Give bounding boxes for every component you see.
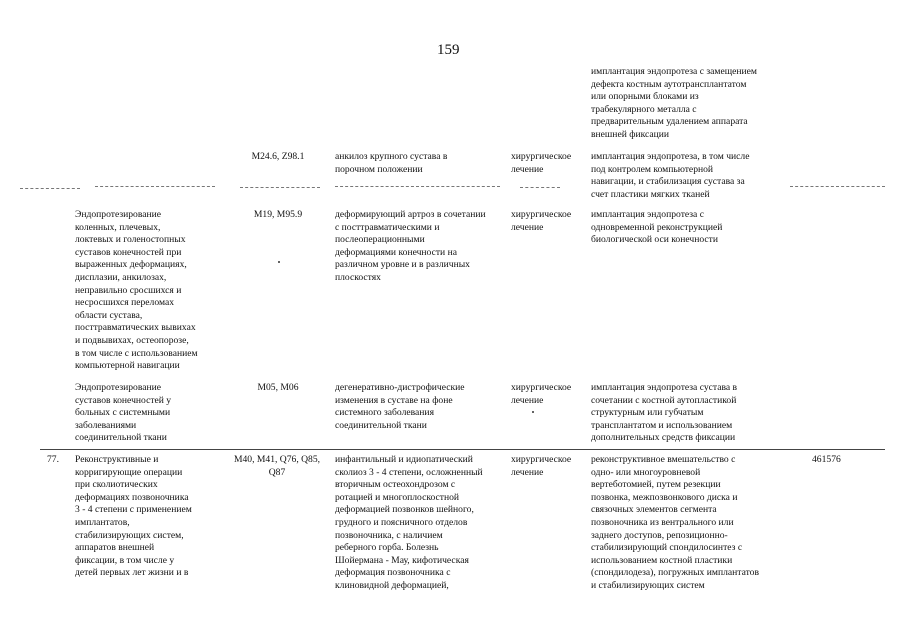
methods-cell: реконструктивное вмешательство с одно- или многоуровневой вертеботомией, путем резекции позвонка, межпозвонкового диска и связочных элементов сегмента позвоночника из вентрального или заднего доступов, репозиционно- стабилизирующий спондилосинтез с использованием костной пластики (спондилодеза), погружных имплантатов и стабилизирующих систем: [591, 454, 759, 591]
patient-model-cell: дегенеративно-дистрофические изменения в суставе на фоне системного заболевания соединительной ткани: [335, 382, 465, 431]
cost-cell: 461576: [812, 454, 841, 465]
procedure-name-cell: Реконструктивные и корригирующие операции при сколиотических деформациях позвоночника 3 - 4 степени с применением имплантатов, стабилизирующих систем, аппаратов внешней фиксации, в том числе у детей первых лет жизни и в: [75, 454, 192, 579]
patient-model-cell: инфантильный и идиопатический сколиоз 3 - 4 степени, осложненный вторичным остеохондрозом с ротацией и многоплоскостной деформацией позвонков шейного, грудного и поясничного отделов позвоночника, с наличием реберного горба. Болезнь Шойермана - Мау, кифотическая деформация позвоночника с клиновидной деформацией,: [335, 454, 483, 591]
methods-cell: имплантация эндопротеза с замещением дефекта костным аутотрансплантатом или опорными блоками из трабекулярного металла с предварительным удалением аппарата внешней фиксации: [591, 66, 757, 140]
procedure-name-cell: Эндопротезирование суставов конечностей у больных с системными заболеваниями соединительной ткани: [75, 382, 172, 444]
scan-artifact-line: [20, 188, 80, 189]
patient-model-cell: анкилоз крупного сустава в порочном положении: [335, 151, 448, 175]
procedure-name-cell: Эндопротезирование коленных, плечевых, локтевых и голеностопных суставов конечностей при выраженных деформациях, дисплазии, анкилозах, неправильно сросшихся и несросшихся переломах области сустава, посттравматических вывихах и подвывихах, остеопорозе, в том числе с использованием компьютерной навигации: [75, 209, 198, 372]
methods-cell: имплантация эндопротеза сустава в сочетании с костной аутопластикой структурным или губчатым трансплантатом и использованием дополнительных средств фиксации: [591, 382, 738, 444]
scan-speck: [278, 261, 280, 263]
scan-speck: [532, 411, 534, 413]
treatment-type-cell: хирургическое лечение: [511, 382, 572, 406]
scan-artifact-line: [520, 187, 560, 188]
scan-artifact-line: [790, 186, 885, 187]
icd-codes-cell: M19, M95.9: [253, 209, 303, 220]
treatment-type-cell: хирургическое лечение: [511, 151, 572, 175]
row-number-cell: 77.: [47, 454, 59, 465]
row-divider: [40, 449, 885, 450]
icd-codes-cell: M05, M06: [257, 382, 299, 393]
page-number: 159: [437, 42, 460, 58]
methods-cell: имплантация эндопротеза, в том числе под контролем компьютерной навигации, и стабилизация сустава за счет пластики мягких тканей: [591, 151, 750, 200]
scan-artifact-line: [95, 186, 215, 187]
icd-codes-cell: M40, M41, Q76, Q85, Q87: [233, 454, 321, 478]
treatment-type-cell: хирургическое лечение: [511, 454, 572, 478]
methods-cell: имплантация эндопротеза с одновременной реконструкцией биологической оси конечности: [591, 209, 723, 246]
icd-codes-cell: M24.6, Z98.1: [251, 151, 305, 162]
treatment-type-cell: хирургическое лечение: [511, 209, 572, 233]
scan-artifact-line: [335, 186, 500, 187]
patient-model-cell: деформирующий артроз в сочетании с посттравматическими и послеоперационными деформациями конечности на различном уровне и в различных плоскостях: [335, 209, 486, 283]
scan-artifact-line: [240, 187, 320, 188]
